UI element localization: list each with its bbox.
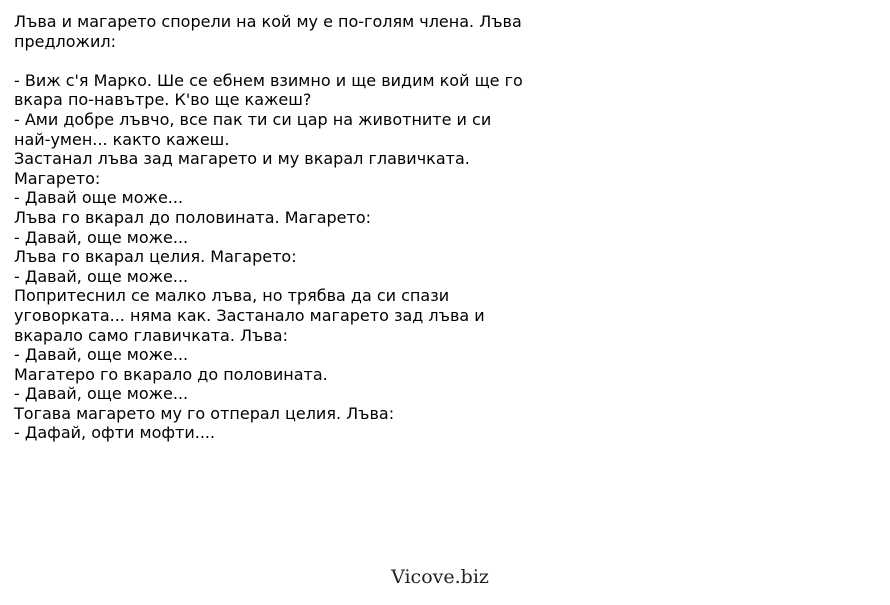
joke-text bbox=[14, 12, 574, 443]
site-watermark: Vicove.biz bbox=[391, 566, 489, 588]
joke-line bbox=[14, 51, 574, 71]
joke-line: - Давай, още може... bbox=[14, 345, 189, 365]
joke-line: - Виж с'я Марко. Ше се ебнем взимно и ще видим кой ще го bbox=[14, 70, 523, 90]
joke-line: Лъва го вкарал целия. Магарето: bbox=[14, 247, 297, 267]
joke-line: - Давай, още може... bbox=[14, 266, 189, 286]
joke-line: Попритеснил се малко лъва, но трябва да си спази bbox=[14, 286, 450, 306]
joke-line: Магарето: bbox=[14, 168, 101, 188]
joke-line: Застанал лъва зад магарето и му вкарал главичката. bbox=[14, 149, 470, 169]
joke-line: - Давай още може... bbox=[14, 188, 184, 208]
joke-line: уговорката... няма как. Застанало магарето зад лъва и bbox=[14, 305, 485, 325]
joke-line: предложил: bbox=[14, 31, 116, 51]
joke-line: Тогава магарето му го отперал целия. Лъва: bbox=[14, 403, 395, 423]
joke-line: най-умен... както кажеш. bbox=[14, 129, 230, 149]
joke-line: Лъва и магарето спорели на кой му е по-голям члена. Лъва bbox=[14, 12, 522, 31]
joke-line: - Ами добре лъвчо, все пак ти си цар на животните и си bbox=[14, 109, 492, 129]
joke-line: - Дафай, офти мофти.... bbox=[14, 423, 216, 443]
joke-line: - Давай, още може... bbox=[14, 227, 189, 247]
joke-line: Лъва го вкарал до половината. Магарето: bbox=[14, 207, 372, 227]
joke-line: - Давай, още може... bbox=[14, 384, 189, 404]
joke-line: вкарало само главичката. Лъва: bbox=[14, 325, 288, 345]
joke-line: вкара по-навътре. К'во ще кажеш? bbox=[14, 90, 312, 110]
joke-line: Магатеро го вкарало до половината. bbox=[14, 364, 328, 384]
